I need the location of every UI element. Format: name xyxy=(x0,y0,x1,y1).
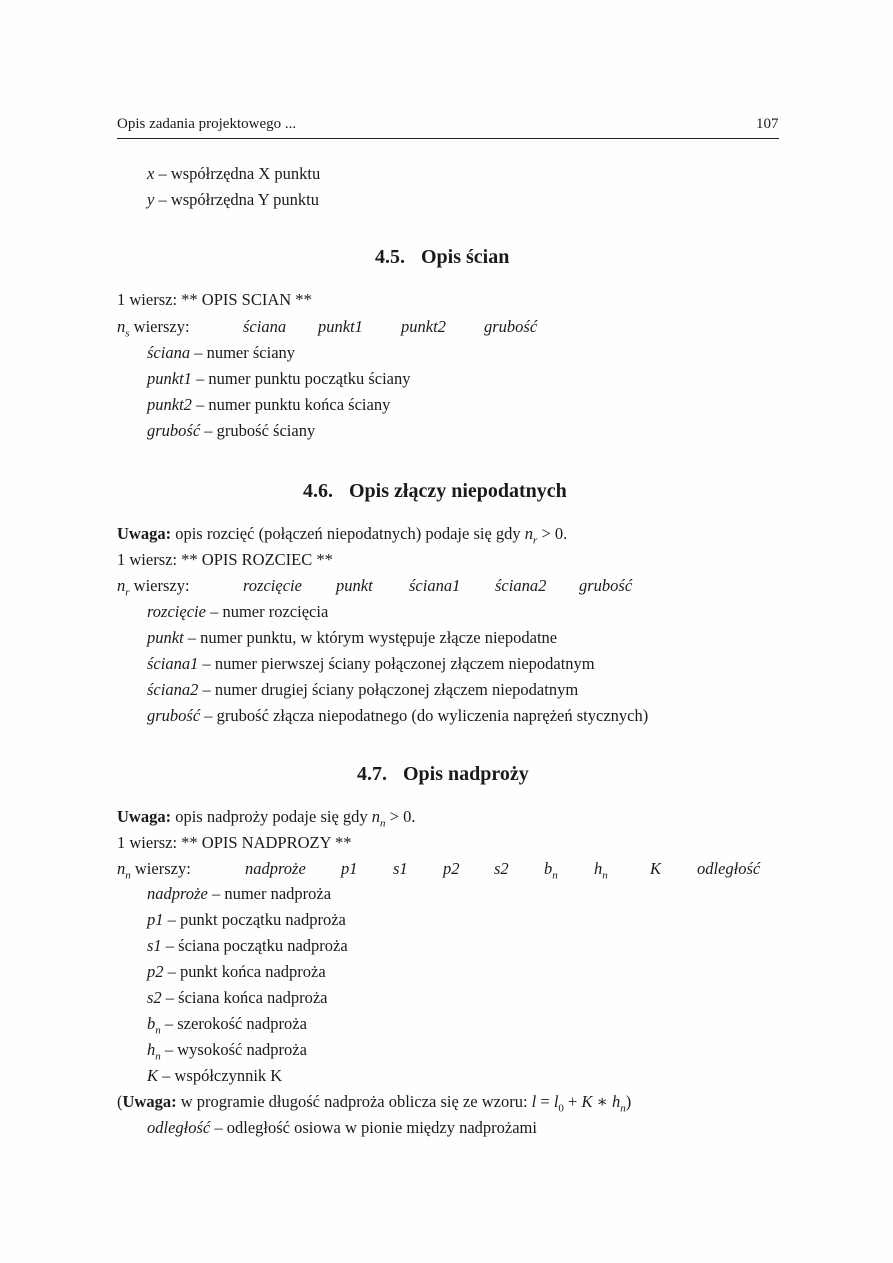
def-term: s1 xyxy=(147,936,162,955)
s47-col-nadproze: nadproże xyxy=(245,859,306,878)
formula-l: l xyxy=(531,1092,537,1111)
note-label: Uwaga: xyxy=(117,807,172,826)
formula-h: h xyxy=(611,1092,621,1111)
formula-l0-sub: 0 xyxy=(558,1102,564,1115)
s47-def-s2 xyxy=(147,988,328,1008)
def-y xyxy=(147,190,319,210)
section-number: 4.6. xyxy=(303,480,333,502)
note-tail: > 0. xyxy=(385,807,416,826)
def-desc: – szerokość nadproża xyxy=(160,1014,307,1033)
note-sub: r xyxy=(533,534,538,547)
s47-def-hn xyxy=(147,1040,307,1066)
s46-def-sciana2 xyxy=(147,680,578,700)
rows-sub: s xyxy=(125,327,130,340)
def-desc: – numer pierwszej ściany połączonej złączem niepodatnym xyxy=(198,654,595,673)
formula-l0: l xyxy=(553,1092,559,1111)
running-header-title: Opis zadania projektowego ... xyxy=(117,116,297,132)
formula-K: K xyxy=(581,1092,593,1111)
formula-close: ) xyxy=(625,1092,632,1111)
def-desc: – grubość złącza niepodatnego (do wyliczenia naprężeń stycznych) xyxy=(200,706,649,725)
def-desc: – numer nadproża xyxy=(207,884,332,903)
s45-def-punkt1 xyxy=(147,369,411,389)
def-term: h xyxy=(147,1040,156,1059)
rows-text: wierszy: xyxy=(129,576,190,595)
rows-text: wierszy: xyxy=(130,859,191,878)
def-desc: współrzędna Y punktu xyxy=(170,190,319,209)
section-title: Opis złączy niepodatnych xyxy=(349,480,567,502)
s46-def-sciana1 xyxy=(147,654,595,674)
note-text: opis nadproży podaje się gdy xyxy=(171,807,372,826)
s45-col-punkt1: punkt1 xyxy=(318,317,363,336)
s47-def-odleglosc xyxy=(147,1118,537,1138)
s45-line1: 1 wiersz: ** OPIS SCIAN ** xyxy=(117,290,312,309)
def-sep: – xyxy=(154,190,171,209)
s46-def-punkt xyxy=(147,628,557,648)
formula-plus: + xyxy=(563,1092,582,1111)
note-label: Uwaga: xyxy=(117,524,172,543)
def-term: y xyxy=(147,190,155,209)
def-term: punkt xyxy=(147,628,184,647)
def-desc: – numer punktu końca ściany xyxy=(191,395,391,414)
s47-def-p1 xyxy=(147,910,346,930)
def-term: grubość xyxy=(147,706,201,725)
s47-col-s1: s1 xyxy=(393,859,408,878)
s45-col-sciana: ściana xyxy=(243,317,287,336)
s47-col-p1: p1 xyxy=(341,859,358,878)
s47-def-s1 xyxy=(147,936,348,956)
s47-note xyxy=(117,807,415,833)
def-desc: – punkt końca nadproża xyxy=(163,962,326,981)
def-term: p2 xyxy=(147,962,164,981)
s45-rows-label xyxy=(117,317,190,343)
s46-col-punkt: punkt xyxy=(336,576,373,595)
s45-col-punkt2: punkt2 xyxy=(401,317,446,336)
def-term: rozcięcie xyxy=(147,602,206,621)
formula-text: w programie długość nadproża oblicza się ze wzoru: xyxy=(176,1092,532,1111)
s47-def-nadproze xyxy=(147,884,331,904)
def-desc: – punkt początku nadproża xyxy=(163,910,346,929)
def-desc: – ściana początku nadproża xyxy=(161,936,348,955)
s46-col-rozciecie: rozcięcie xyxy=(243,576,302,595)
s47-col-bn xyxy=(544,859,558,885)
def-desc: – grubość ściany xyxy=(200,421,316,440)
s45-def-sciana xyxy=(147,343,295,363)
def-term: grubość xyxy=(147,421,201,440)
rows-var: n xyxy=(117,859,126,878)
s46-col-sciana2: ściana2 xyxy=(495,576,547,595)
def-term: odległość xyxy=(147,1118,211,1137)
formula-label: Uwaga: xyxy=(122,1092,177,1111)
rows-var: n xyxy=(117,317,126,336)
s46-line1: 1 wiersz: ** OPIS ROZCIEC ** xyxy=(117,550,333,569)
def-term: p1 xyxy=(147,910,164,929)
def-term: punkt2 xyxy=(147,395,192,414)
s46-def-rozciecie xyxy=(147,602,328,622)
def-term: ściana1 xyxy=(147,654,199,673)
def-sep: – xyxy=(154,164,171,183)
note-var: n xyxy=(524,524,534,543)
def-term: nadproże xyxy=(147,884,208,903)
section-number: 4.7. xyxy=(357,763,387,785)
s45-col-grubosc: grubość xyxy=(484,317,538,336)
s46-rows-label xyxy=(117,576,190,602)
formula-times: ∗ xyxy=(592,1092,612,1111)
def-desc: – numer ściany xyxy=(190,343,296,362)
def-desc: współrzędna X punktu xyxy=(170,164,321,183)
s47-def-p2 xyxy=(147,962,326,982)
def-desc: – wysokość nadproża xyxy=(160,1040,307,1059)
s47-rows-label xyxy=(117,859,191,885)
page-number: 107 xyxy=(756,116,779,132)
def-x xyxy=(147,164,320,184)
def-term: b xyxy=(147,1014,156,1033)
def-sub: n xyxy=(155,1024,161,1037)
col-sub: n xyxy=(602,869,608,882)
s47-col-hn xyxy=(594,859,608,885)
def-term: s2 xyxy=(147,988,162,1007)
note-sub: n xyxy=(380,817,386,830)
rows-sub: r xyxy=(125,586,130,599)
section-title: Opis nadproży xyxy=(403,763,529,785)
s47-col-p2: p2 xyxy=(443,859,460,878)
s45-def-grubosc xyxy=(147,421,315,441)
def-desc: – numer punktu, w którym występuje złącze niepodatne xyxy=(183,628,558,647)
formula-h-sub: n xyxy=(620,1102,626,1115)
def-desc: – numer rozcięcia xyxy=(205,602,329,621)
s47-col-K: K xyxy=(650,859,662,878)
rows-var: n xyxy=(117,576,126,595)
col-var: h xyxy=(594,859,603,878)
def-desc: – numer punktu początku ściany xyxy=(191,369,411,388)
s46-def-grubosc xyxy=(147,706,648,726)
section-heading-4-7 xyxy=(357,762,529,786)
def-term: ściana2 xyxy=(147,680,199,699)
s47-line1: 1 wiersz: ** OPIS NADPROZY ** xyxy=(117,833,352,852)
s47-formula-note xyxy=(117,1092,631,1118)
formula-open: ( xyxy=(117,1092,123,1111)
rows-text: wierszy: xyxy=(129,317,190,336)
section-heading-4-6 xyxy=(303,479,567,503)
rows-sub: n xyxy=(125,869,131,882)
def-sub: n xyxy=(155,1050,161,1063)
note-text: opis rozcięć (połączeń niepodatnych) podaje się gdy xyxy=(171,524,525,543)
def-desc: – odległość osiowa w pionie między nadprożami xyxy=(210,1118,537,1137)
note-tail: > 0. xyxy=(537,524,568,543)
s47-def-bn xyxy=(147,1014,307,1040)
col-sub: n xyxy=(552,869,558,882)
s47-col-odleglosc: odległość xyxy=(697,859,761,878)
s45-def-punkt2 xyxy=(147,395,390,415)
section-title: Opis ścian xyxy=(421,246,510,268)
s47-col-s2: s2 xyxy=(494,859,509,878)
s46-note xyxy=(117,524,567,550)
header-rule xyxy=(117,138,779,139)
section-heading-4-5 xyxy=(375,245,509,269)
def-desc: – ściana końca nadproża xyxy=(161,988,328,1007)
note-var: n xyxy=(371,807,381,826)
formula-eq: = xyxy=(536,1092,554,1111)
def-term: x xyxy=(147,164,155,183)
def-desc: – współczynnik K xyxy=(158,1066,283,1085)
s47-def-K xyxy=(147,1066,282,1086)
s46-col-grubosc: grubość xyxy=(579,576,633,595)
col-var: b xyxy=(544,859,553,878)
def-desc: – numer drugiej ściany połączonej złączem niepodatnym xyxy=(198,680,579,699)
s46-col-sciana1: ściana1 xyxy=(409,576,461,595)
section-number: 4.5. xyxy=(375,246,405,268)
def-term: punkt1 xyxy=(147,369,192,388)
def-term: ściana xyxy=(147,343,191,362)
def-term: K xyxy=(147,1066,159,1085)
